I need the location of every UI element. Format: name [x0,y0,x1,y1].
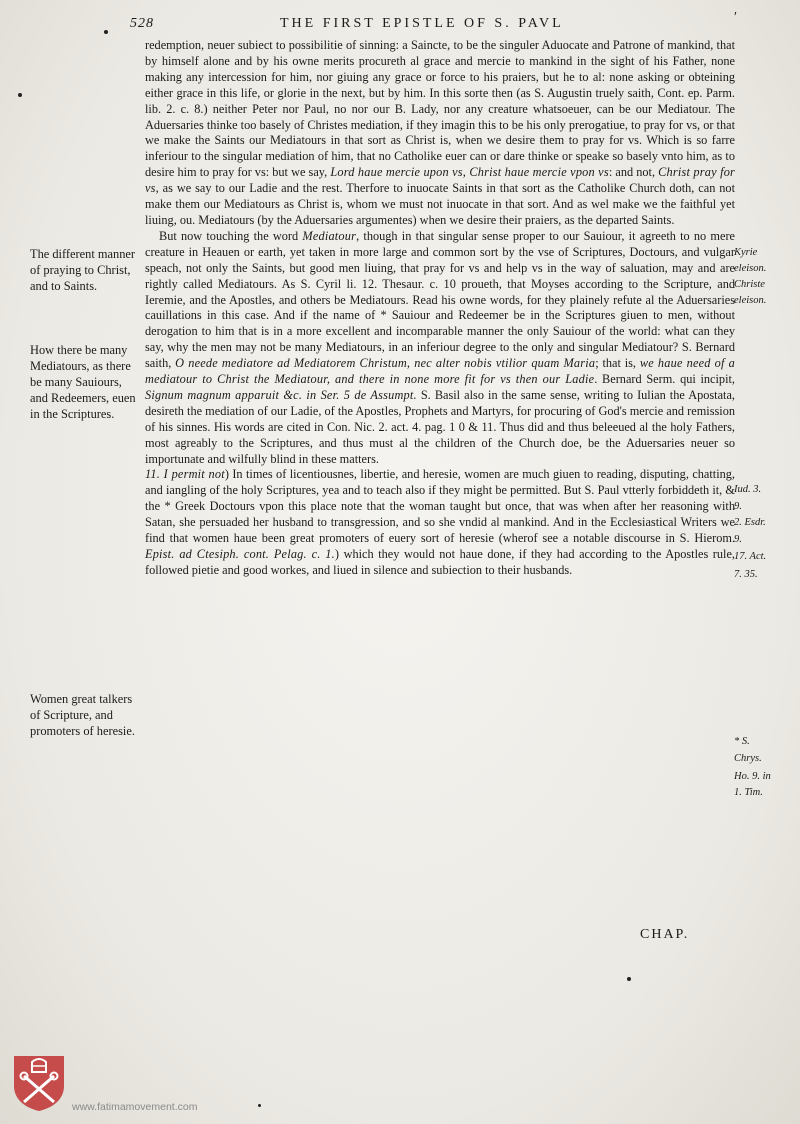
right-note-ref: 2. Esdr. [734,517,766,528]
right-note-ref: 17. Act. [734,551,767,562]
right-note-ref: 7. 35. [734,569,758,580]
side-note-praying: The different manner of praying to Christ, and to Saints. [30,247,136,293]
right-note-ref: 1. Tim. [734,787,763,798]
corner-mark: ′ [733,10,740,25]
page-header [130,10,740,38]
right-note-ref: Iud. 3. [734,484,762,495]
ink-speck [627,977,631,981]
ink-speck [18,93,22,97]
ink-speck [104,30,108,34]
right-note-eleison: eleison. [734,263,767,274]
right-note-ref: 9. [734,501,742,512]
watermark-url: www.fatimamovement.com [72,1101,198,1113]
side-note-mediatours: How there be many Mediatours, as there be many Sauiours, and Redeemers, euen in the Scriptures. [30,343,136,421]
papal-keys-tiara-icon [10,1052,68,1112]
right-note-ref: * S. [734,736,750,747]
paragraph-mediation: redemption, neuer subiect to possibilitie of sinning: a Saincte, to be the singuler Aduocate and Patrone of mankind, that by himself alone and by his owne merits procureth al grace and mercie to mankind in the sight of his Father, none making any intercession for him, nor giuing any grace or force to his praiers, but he to al: none asking or obteining either grace in this life, or glorie in the next, but by him. In this sorte then (as S. Augustin truely saith, Cont. ep. Parm. lib. 2. c. 8.) neither Peter nor Paul, no nor our B. Lady, nor any creature whatsoeuer, can be our Mediatour. The Aduersaries thinke too basely of Christes mediation, if they imagin this to be his only prerogatiue, to pray for vs, or that we make the Saints our Mediatours in that sort as Christ is, when we desire them to pray for vs. Which is so farre inferiour to the singular mediation of him, that no Catholike euer can or dare thinke or speake so basely vnto him, as to desire him to pray for vs: but we say, Lord haue mercie upon vs, Christ haue mercie vpon vs: and not, Christ pray for vs, as we say to our Ladie and the rest. Therfore to inuocate Saints in that sort as the Catholike Church doth, can not make them our Mediatours as Christ is, whom we must not inuocate in that sort. And as wel make we the faithful yet liuing, ou. Mediatours (by the Aduersaries argumentes) when we desire their praiers, as the departed Saints. [145,38,736,227]
main-text-column [145,38,735,579]
paragraph-mediatour: But now touching the word Mediatour, though in that singular sense proper to our Sauiour, it agreeth to no mere creature in Heauen or earth, yet taken in more large and common sort by the vse of Scriptures, Doctours, and vulgar speach, not only the Saints, but good men liuing, that pray for vs and help vs in the way of saluation, may and are rightly called Mediatours. As S. Cyril li. 12. Thesaur. c. 10 proueth, that Moyses according to the Scripture, and Ieremie, and the Apostles, and others be Mediatours. Read his owne words, for they plainely refute al the Aduersaries cauillations in this case. And if the name of * Sauiour and Redeemer be in the Scriptures giuen to men, without derogation to him that is in a more excellent and incomparable manner the only Sauiour of the world: what can they say, why the men may not be many Mediatours, in an inferiour degree to the only and singular Mediatour? S. Bernard saith, O neede mediatore ad Mediatorem Christum, nec alter nobis vtilior quam Maria; that is, we haue need of a mediatour to Christ the Mediatour, and there in none more fit for vs then our Ladie. Bernard Serm. qui incipit, Signum magnum apparuit &c. in Ser. 5 de Assumpt. S. Basil also in the same sense, writing to Iulian the Apostata, desireth the mediation of our Ladie, of the Apostles, Prophets and Martyrs, for procuring of God's mercie and remission of his sinnes. His words are cited in Con. Nic. 2. act. 4. pag. 1 0 & 11. Thus did and thus beleeued al the holy Fathers, most agreably to the Scriptures, and thus must al the children of the Church doe, be the Aduersaries neuer so importunate and wilfully blind in these matters. [145,228,736,466]
running-title: THE FIRST EPISTLE OF S. PAVL [280,16,564,31]
right-note-ref: Chrys. [734,753,762,764]
right-note-kyrie: Kyrie [734,247,758,258]
ink-speck [258,1104,261,1107]
page-number: 528 [130,16,154,31]
right-note-christe: Christe [734,279,765,290]
right-note-ref: Ho. 9. in [734,771,771,782]
paragraph-women: 11. I permit not) In times of licentiousnes, libertie, and heresie, women are much giuen to reading, disputing, chatting, and iangling of the holy Scriptures, yea and to teach also if they might be permitted. But S. Paul vtterly forbiddeth it, & the * Greek Doctours vpon this place note that the woman taught but once, that was when after her reasoning with Satan, she persuaded her husband to transgression, and so she vndid al mankind. And in the Ecclesiastical Writers we find that women haue been great promoters of euery sort of heresie (wherof see a notable discourse in S. Hierom. Epist. ad Ctesiph. cont. Pelag. c. 1.) which they would not haue done, if they had according to the Apostles rule, followed pietie and good workes, and liued in silence and subiection to their husbands. [145,467,736,577]
side-note-women: Women great talkers of Scripture, and promoters of heresie. [30,692,135,738]
right-note-ref: 9. [734,534,742,545]
right-note-eleison-2: eleison. [734,295,767,306]
catchword: CHAP. [640,927,690,942]
